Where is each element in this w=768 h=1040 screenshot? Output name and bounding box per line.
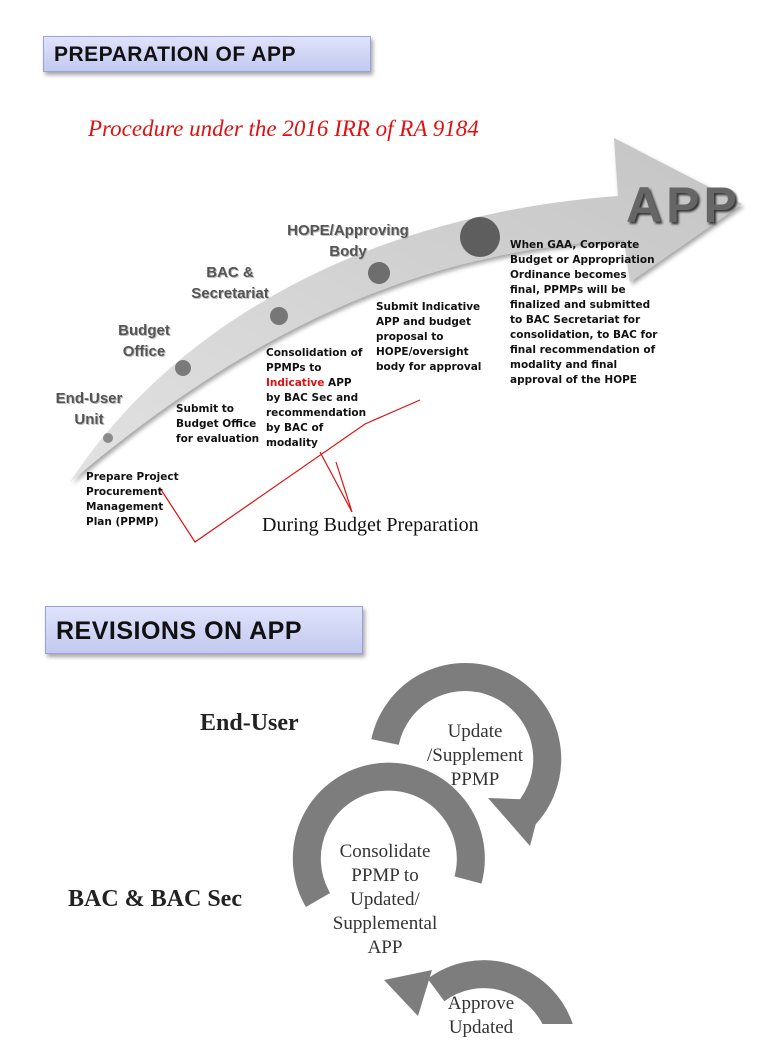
stage-desc-end-user: Prepare Project Procurement Management Plan (PPMP) <box>86 471 179 528</box>
step-consolidate: Consolidate PPMP to Updated/ Supplemental APP <box>332 841 438 958</box>
bac-desc-part1: Consolidation of PPMPs to <box>266 347 363 374</box>
stage-label-hope: HOPE/Approving Body <box>287 222 409 260</box>
procedure-subtitle: Procedure under the 2016 IRR of RA 9184 <box>88 116 479 141</box>
bac-desc-part2: APP by BAC Sec and recommendation by BAC of modality <box>266 377 367 449</box>
node-budget-office <box>175 360 191 376</box>
budget-bracket-tip <box>320 452 352 512</box>
app-label: APP <box>626 177 741 233</box>
stage-desc-budget-office: Submit to Budget Office for evaluation <box>176 403 260 445</box>
node-bac <box>270 307 288 325</box>
actor-bac: BAC & BAC Sec <box>68 886 242 912</box>
node-end-user <box>103 433 113 443</box>
stage-label-end-user: End-User Unit <box>55 390 123 428</box>
cycle-arrowhead-2 <box>384 970 432 1016</box>
bracket-label: During Budget Preparation <box>262 514 479 536</box>
indicative-highlight: Indicative <box>266 377 325 389</box>
node-app <box>460 217 500 257</box>
stage-label-bac: BAC & Secretariat <box>191 264 269 302</box>
stage-desc-hope: Submit Indicative APP and budget proposal to HOPE/oversight body for approval <box>376 301 482 373</box>
step-approve: Approve Updated <box>447 993 515 1038</box>
stage-label-budget-office: Budget Office <box>118 322 170 360</box>
step-update-ppmp: Update /Supplement PPMP <box>426 721 524 790</box>
node-hope <box>368 262 390 284</box>
stage-desc-app: When GAA, Corporate Budget or Appropriation Ordinance becomes final, PPMPs will be finalized and submitted to BAC Secretariat for consolidation, to BAC for final recommendation of modality and final approval of the HOPE <box>510 239 658 386</box>
actor-end-user: End-User <box>200 710 299 736</box>
section-title-revisions: REVISIONS ON APP <box>45 606 363 654</box>
section-title-preparation: PREPARATION OF APP <box>43 36 371 72</box>
cycle-arrowhead-1 <box>488 798 542 846</box>
stage-desc-bac <box>266 346 367 451</box>
